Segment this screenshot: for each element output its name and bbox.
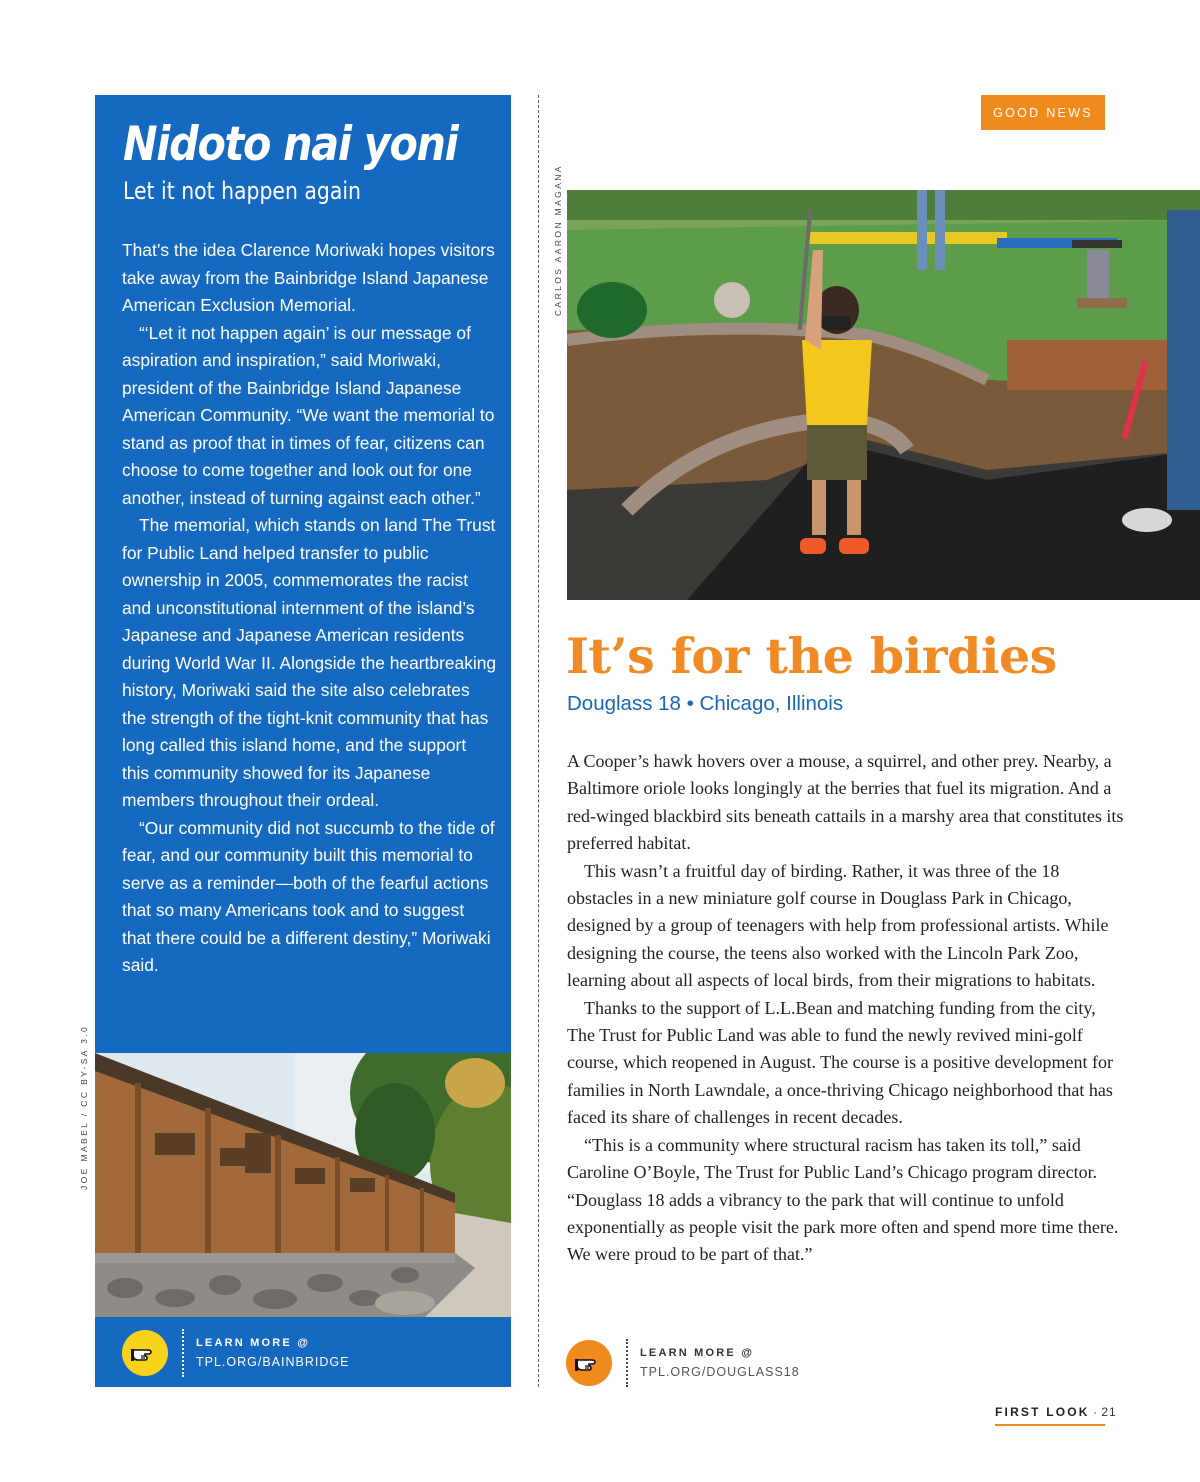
photo-credit-golf: CARLOS AARON MAGANA	[553, 164, 563, 316]
sidebar-paragraph: That’s the idea Clarence Moriwaki hopes visitors take away from the Bainbridge Island Japanese American Exclusion Memorial.	[122, 240, 495, 315]
article-paragraph: A Cooper’s hawk hovers over a mouse, a squirrel, and other prey. Nearby, a Baltimore oriole looks longingly at the berries that fuel its migration. And a red-winged blackbird sits beneath cattails in a marshy area that constitutes its preferred habitat.	[567, 751, 1124, 854]
sidebar-body	[122, 237, 497, 980]
sidebar-subtitle: Let it not happen again	[123, 177, 361, 205]
sidebar-paragraph: “Our community did not succumb to the tide of fear, and our community built this memorial to serve as a reminder—both of the fearful actions that so many Americans took and to suggest that there could be a different destiny,” Moriwaki said.	[122, 817, 495, 975]
footer-separator: ·	[1093, 1405, 1099, 1419]
page-footer	[995, 1405, 1117, 1419]
article-title: It’s for the birdies	[566, 627, 1057, 685]
section-name: FIRST LOOK	[995, 1405, 1090, 1419]
learn-more-bainbridge[interactable]	[122, 1329, 349, 1377]
sidebar-paragraph: “‘Let it not happen again’ is our message of aspiration and inspiration,” said Moriwaki, president of the Bainbridge Island Japanese American Community. “We want the memorial to stand as proof that in times of fear, citizens can choose to come together and look out for one another, instead of turning against each other.”	[122, 322, 495, 508]
memorial-photo-illustration	[95, 1053, 511, 1317]
sidebar-story	[95, 95, 511, 1387]
article-paragraph: Thanks to the support of L.L.Bean and matching funding from the city, The Trust for Public Land was able to fund the newly revived mini-golf course, which reopened in August. The course is a positive development for families in North Lawndale, a once-thriving Chicago neighborhood that has faced its share of challenges in recent decades.	[567, 997, 1114, 1128]
article-paragraph: “This is a community where structural racism has taken its toll,” said Caroline O’Boyle, The Trust for Public Land’s Chicago program director. “Douglass 18 adds a vibrancy to the park that will continue to unfold exponentially as people visit the park more often and spend more time there. We were proud to be part of that.”	[567, 1134, 1119, 1265]
footer-rule	[995, 1424, 1105, 1426]
page-number: 21	[1101, 1405, 1117, 1419]
pointing-hand-icon	[566, 1340, 612, 1386]
memorial-photo	[95, 1053, 511, 1317]
article-paragraph: This wasn’t a fruitful day of birding. Rather, it was three of the 18 obstacles in a new miniature golf course in Douglass Park in Chicago, designed by a group of teenagers with help from professional artists. While designing the course, the teens also worked with the Lincoln Park Zoo, learning about all aspects of local birds, from their migrations to habitats.	[567, 860, 1109, 991]
section-tag: GOOD NEWS	[981, 95, 1105, 130]
learn-more-label: LEARN MORE @	[196, 1337, 311, 1349]
pointing-hand-icon	[122, 1330, 168, 1376]
article-body	[567, 748, 1127, 1269]
article-subtitle: Douglass 18 • Chicago, Illinois	[567, 692, 844, 715]
learn-more-douglass[interactable]	[566, 1339, 800, 1387]
column-divider	[538, 95, 539, 1387]
sidebar-learn-more	[95, 1317, 511, 1387]
sidebar-paragraph: The memorial, which stands on land The Trust for Public Land helped transfer to public ownership in 2005, commemorates the racist and unconstitutional internment of the island’s Japanese and Japanese American residents during World War II. Alongside the heartbreaking history, Moriwaki said the site also celebrates the strength of the tight-knit community that has long called this island home, and the support this community showed for its Japanese members throughout their ordeal.	[122, 515, 497, 810]
sidebar-title: Nidoto nai yoni	[123, 117, 458, 172]
learn-more-url[interactable]: TPL.ORG/BAINBRIDGE	[196, 1355, 350, 1369]
learn-more-url[interactable]: TPL.ORG/DOUGLASS18	[640, 1365, 800, 1379]
mini-golf-photo	[567, 190, 1200, 600]
mini-golf-photo-illustration	[567, 190, 1200, 600]
photo-credit-memorial: JOE MABEL / CC BY-SA 3.0	[79, 1024, 89, 1190]
learn-more-label: LEARN MORE @	[640, 1347, 755, 1359]
